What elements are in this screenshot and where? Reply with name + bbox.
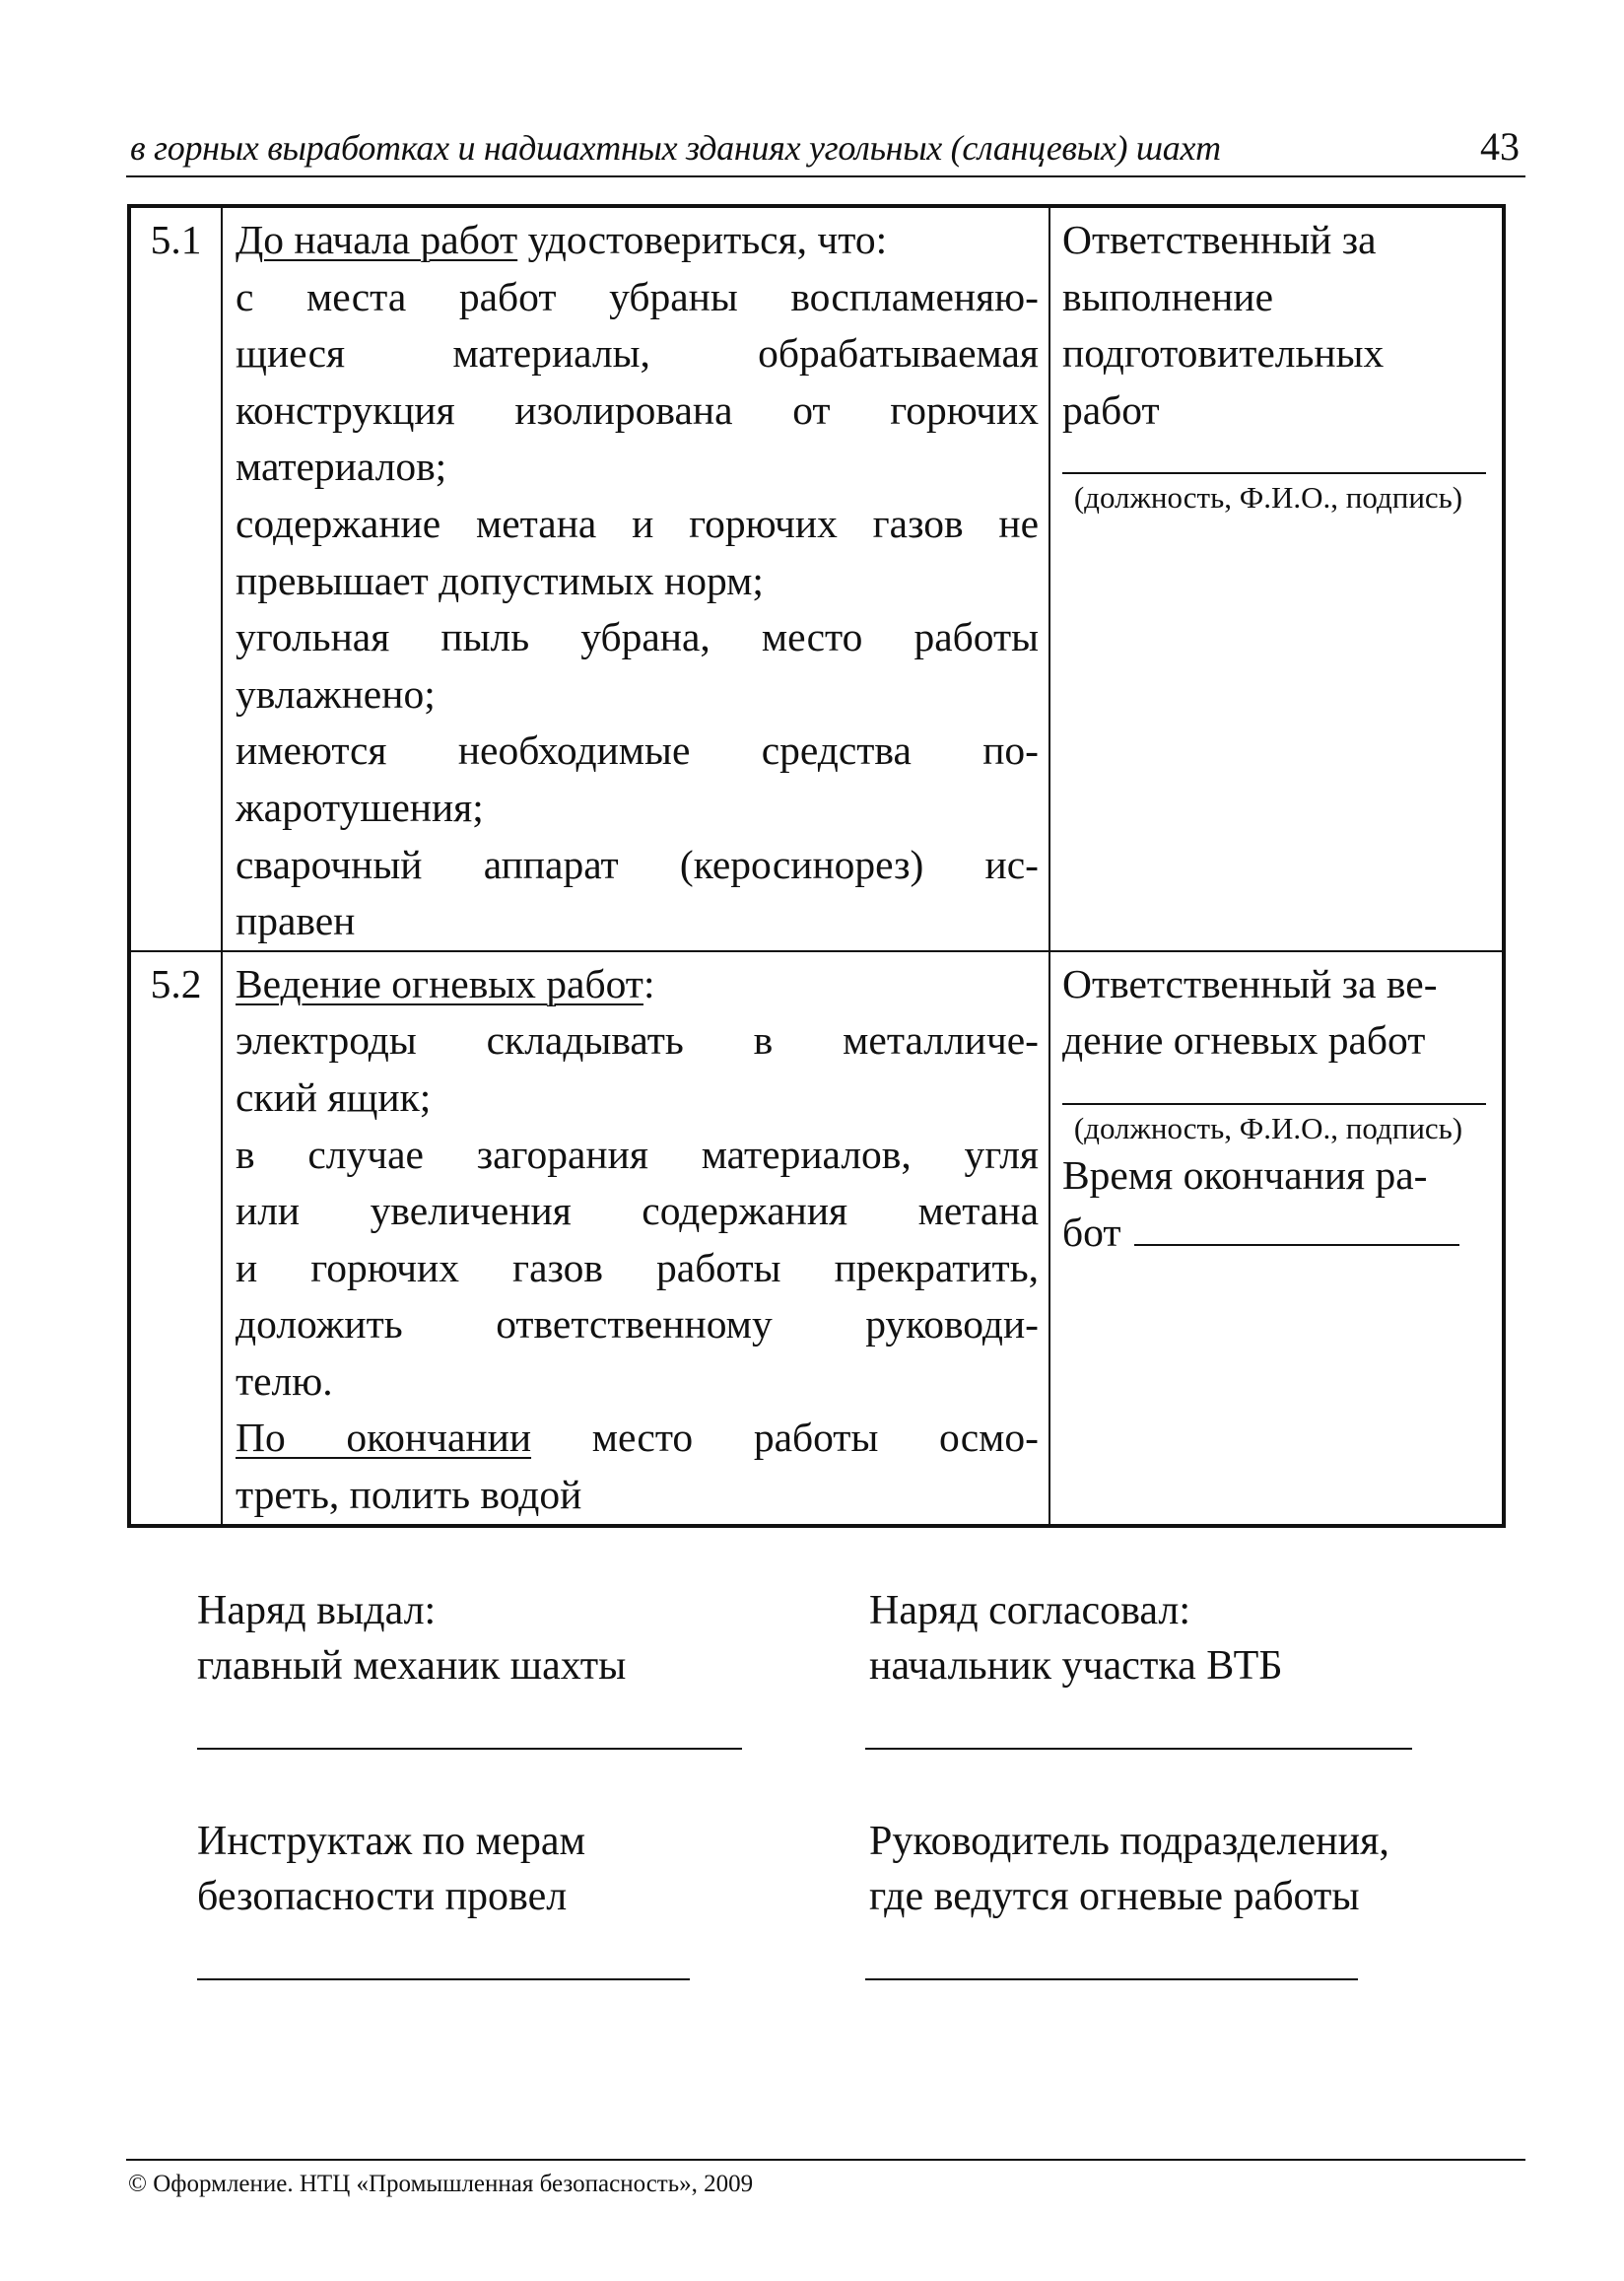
work-permit-table: [127, 204, 1506, 1528]
item-line: угольная пыль убрана, место работы: [236, 614, 1039, 660]
responsible-line: работ: [1062, 386, 1160, 433]
item-number: 5.2: [129, 951, 222, 1526]
responsible-line: Ответственный за: [1062, 217, 1377, 262]
responsible-line: подготовительных: [1062, 330, 1385, 377]
item-heading: До начала работ: [236, 217, 518, 262]
approved-by-block: [869, 1583, 1282, 1693]
responsible-line: Ответственный за ве-: [1062, 960, 1438, 1006]
item-line: телю.: [236, 1357, 333, 1404]
end-time-label: Время окончания ра-: [1062, 1151, 1428, 1198]
issued-by-label: Наряд выдал:: [197, 1588, 437, 1633]
item-heading: Ведение огневых работ: [236, 960, 643, 1006]
item-line: с места работ убраны воспламеняю-: [236, 273, 1039, 319]
responsible-cell: [1049, 206, 1504, 951]
item-first-line: Ведение огневых работ:: [236, 960, 655, 1006]
signature-caption: (должность, Ф.И.О., подпись): [1073, 1110, 1463, 1145]
signature-line[interactable]: [1062, 1091, 1486, 1105]
table-row: [129, 951, 1504, 1526]
briefing-block: [197, 1814, 585, 1924]
end-time-label: бот: [1062, 1205, 1494, 1262]
item-number: 5.1: [129, 206, 222, 951]
item-line: содержание метана и горючих газов не: [236, 500, 1039, 546]
unit-head-role: где ведутся огневые работы: [869, 1874, 1360, 1919]
item-description: [222, 206, 1049, 951]
table-row: [129, 206, 1504, 951]
running-header: [126, 126, 1525, 177]
item-line: доложить ответственному руководи-: [236, 1301, 1039, 1348]
responsible-line: выполнение: [1062, 273, 1274, 319]
item-line: электроды складывать в металличе-: [236, 1017, 1039, 1064]
item-line: треть, полить водой: [236, 1472, 582, 1518]
responsible-line: дение огневых работ: [1062, 1017, 1426, 1064]
item-line: увлажнено;: [236, 670, 436, 717]
item-line: имеются необходимые средства по-: [236, 727, 1039, 774]
unit-head-label: Руководитель подразделения,: [869, 1819, 1389, 1864]
item-line: превышает допустимых норм;: [236, 557, 764, 603]
end-time-blank[interactable]: [1134, 1209, 1459, 1246]
item-line: или увеличения содержания метана: [236, 1188, 1039, 1234]
item-line: По окончании место работы осмо-: [236, 1415, 1040, 1461]
footer-copyright: © Оформление. НТЦ «Промышленная безопасность», 2009: [128, 2171, 754, 2197]
item-line: щиеся материалы, обрабатываемая: [236, 330, 1039, 377]
responsible-cell: [1049, 951, 1504, 1526]
signature-caption: (должность, Ф.И.О., подпись): [1073, 480, 1463, 516]
item-line: правен: [236, 898, 356, 944]
item-description: [222, 951, 1049, 1526]
running-header-title: в горных выработках и надшахтных зданиях угольных (сланцевых) шахт: [130, 128, 1221, 168]
item-line: ский ящик;: [236, 1073, 432, 1120]
closing-heading: По окончании: [236, 1415, 532, 1461]
footer-rule: [126, 2159, 1525, 2161]
item-line: конструкция изолирована от горючих: [236, 386, 1039, 433]
item-line: материалов;: [236, 444, 447, 490]
briefing-role: безопасности провел: [197, 1874, 568, 1919]
briefing-label: Инструктаж по мерам: [197, 1819, 586, 1864]
page-number: 43: [1480, 124, 1520, 169]
item-line: в случае загорания материалов, угля: [236, 1131, 1039, 1177]
issued-by-role: главный механик шахты: [197, 1643, 627, 1689]
item-first-line: До начала работ удостовериться, что:: [236, 217, 888, 262]
item-line: жаротушения;: [236, 784, 484, 830]
item-line: и горючих газов работы прекратить,: [236, 1244, 1039, 1290]
item-line: сварочный аппарат (керосинорез) ис-: [236, 841, 1039, 887]
approved-by-role: начальник участка ВТБ: [869, 1643, 1283, 1689]
approved-by-label: Наряд согласовал:: [869, 1588, 1191, 1633]
unit-head-block: [869, 1814, 1389, 1924]
signature-line[interactable]: [1062, 460, 1486, 474]
issued-by-block: [197, 1583, 626, 1693]
